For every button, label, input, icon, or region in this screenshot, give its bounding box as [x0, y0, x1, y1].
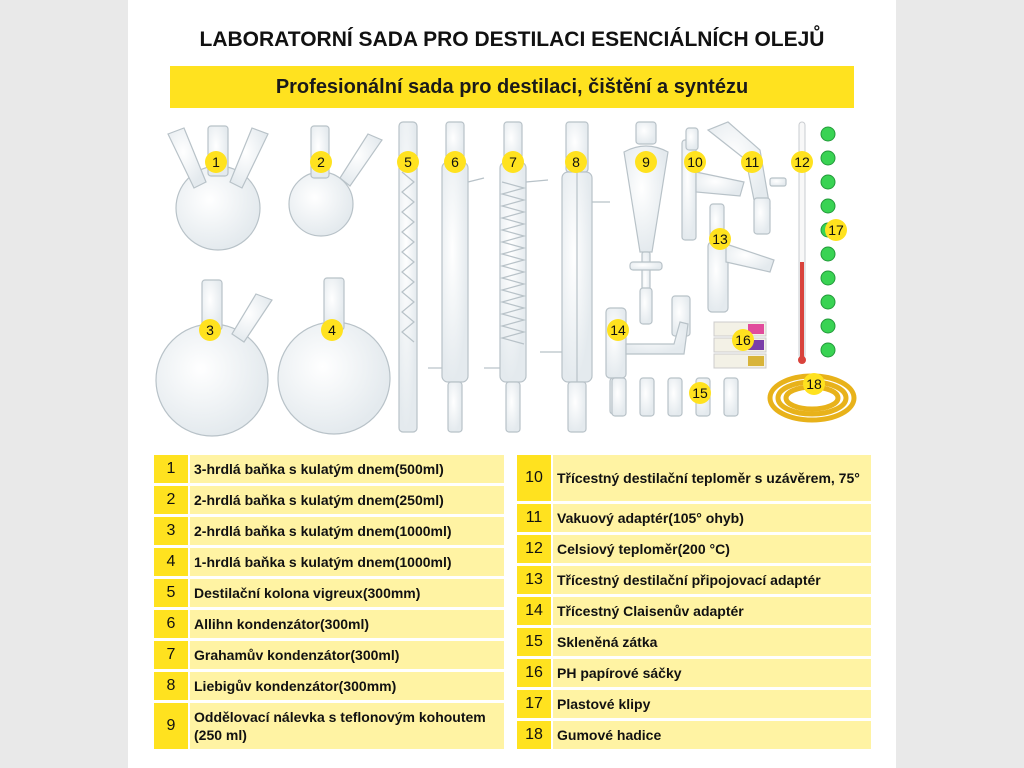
legend-text: Gumové hadice: [553, 721, 871, 749]
legend-number: 5: [154, 579, 188, 607]
legend-row: [154, 455, 504, 483]
legend-number: 3: [154, 517, 188, 545]
legend-text: Oddělovací nálevka s teflonovým kohoutem (250 ml): [190, 703, 504, 749]
legend-text: 1-hrdlá baňka s kulatým dnem(1000ml): [190, 548, 504, 576]
legend-row: [154, 641, 504, 669]
legend-text: Třícestný destilační připojovací adaptér: [553, 566, 871, 594]
legend-number: 16: [517, 659, 551, 687]
glassware-illustration: [128, 112, 896, 450]
flask-1-neck-1000: [278, 278, 390, 434]
legend-number: 1: [154, 455, 188, 483]
legend-text: Třícestný destilační teploměr s uzávěrem, 75°: [553, 455, 871, 501]
legend-text: Plastové klipy: [553, 690, 871, 718]
page-title: LABORATORNÍ SADA PRO DESTILACI ESENCIÁLNÍCH OLEJŮ: [199, 28, 825, 51]
legend-number: 7: [154, 641, 188, 669]
item-number-label: 9: [642, 154, 650, 170]
legend-row: [517, 566, 871, 594]
flask-3-neck: [168, 126, 268, 250]
legend-text: Vakuový adaptér(105° ohyb): [553, 504, 871, 532]
legend-number: 9: [154, 703, 188, 749]
legend-number: 12: [517, 535, 551, 563]
legend-text: 2-hrdlá baňka s kulatým dnem(1000ml): [190, 517, 504, 545]
legend-row: [517, 535, 871, 563]
legend-row: [154, 517, 504, 545]
legend-row: [517, 504, 871, 532]
plastic-clips: [821, 127, 835, 357]
legend-row: [154, 486, 504, 514]
legend-row: [154, 672, 504, 700]
legend-text: Skleněná zátka: [553, 628, 871, 656]
item-number-label: 7: [509, 154, 517, 170]
legend-text: Grahamův kondenzátor(300ml): [190, 641, 504, 669]
item-number-label: 14: [610, 322, 626, 338]
item-number-label: 15: [692, 385, 708, 401]
product-card: [128, 0, 896, 768]
legend-text: PH papírové sáčky: [553, 659, 871, 687]
item-number-label: 12: [794, 154, 810, 170]
legend-text: 3-hrdlá baňka s kulatým dnem(500ml): [190, 455, 504, 483]
legend-row: [154, 548, 504, 576]
flask-2-neck-250: [289, 126, 382, 236]
item-number-label: 8: [572, 154, 580, 170]
flask-2-neck-1000: [156, 280, 272, 436]
item-number-label: 11: [744, 154, 760, 170]
item-number-label: 3: [206, 322, 214, 338]
item-number-label: 4: [328, 322, 336, 338]
legend-number: 17: [517, 690, 551, 718]
legend-number: 13: [517, 566, 551, 594]
legend-number: 10: [517, 455, 551, 501]
item-number-label: 2: [317, 154, 325, 170]
legend-text: Liebigův kondenzátor(300mm): [190, 672, 504, 700]
legend-text: Třícestný Claisenův adaptér: [553, 597, 871, 625]
legend-text: Allihn kondenzátor(300ml): [190, 610, 504, 638]
legend-number: 14: [517, 597, 551, 625]
legend-row: [517, 597, 871, 625]
legend-row: [517, 659, 871, 687]
legend-number: 2: [154, 486, 188, 514]
legend-number: 18: [517, 721, 551, 749]
item-number-label: 1: [212, 154, 220, 170]
subtitle-banner: Profesionální sada pro destilaci, čištění a syntézu: [170, 66, 854, 108]
legend-row: [154, 610, 504, 638]
legend-row: [517, 721, 871, 749]
item-number-label: 17: [828, 222, 844, 238]
item-number-label: 13: [712, 231, 728, 247]
legend-row: [517, 690, 871, 718]
legend-text: Destilační kolona vigreux(300mm): [190, 579, 504, 607]
legend-number: 6: [154, 610, 188, 638]
legend-right: [517, 455, 871, 752]
legend-row: [154, 579, 504, 607]
legend-row: [517, 455, 871, 501]
item-number-label: 16: [735, 332, 751, 348]
legend-number: 8: [154, 672, 188, 700]
legend-text: Celsiový teploměr(200 °C): [553, 535, 871, 563]
legend-number: 11: [517, 504, 551, 532]
legend-row: [517, 628, 871, 656]
legend-left: [154, 455, 504, 752]
legend-text: 2-hrdlá baňka s kulatým dnem(250ml): [190, 486, 504, 514]
item-number-label: 5: [404, 154, 412, 170]
item-number-label: 10: [687, 154, 703, 170]
item-number-label: 6: [451, 154, 459, 170]
legend-row: [154, 703, 504, 749]
glass-stoppers: [612, 378, 738, 416]
legend-number: 4: [154, 548, 188, 576]
item-number-label: 18: [806, 376, 822, 392]
legend-number: 15: [517, 628, 551, 656]
